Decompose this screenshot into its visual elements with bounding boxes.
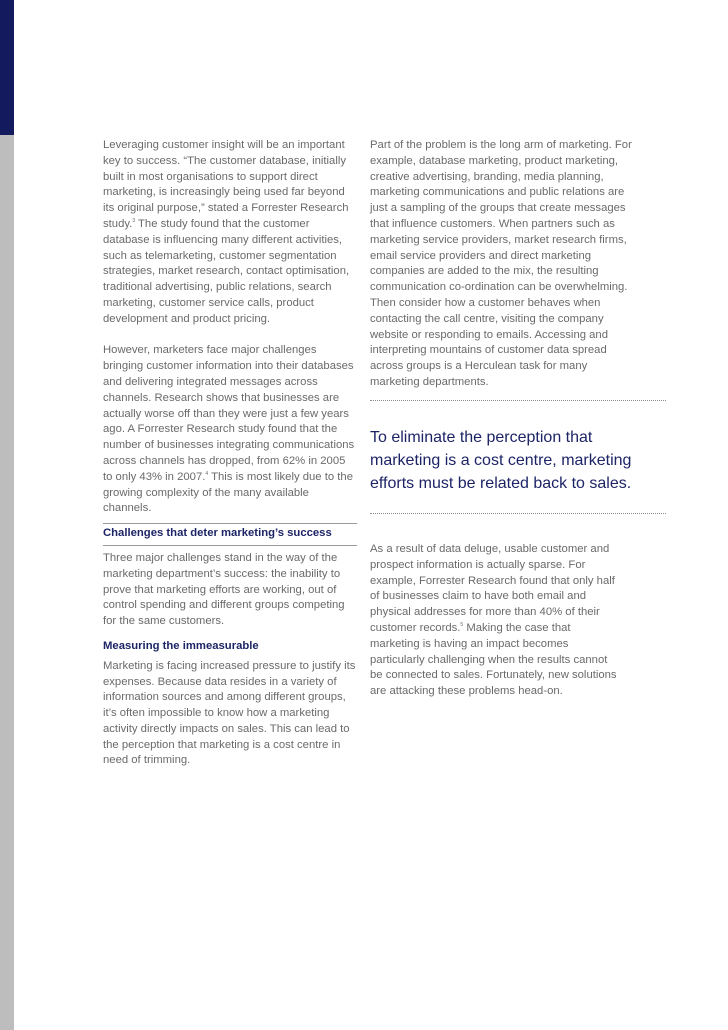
page-edge-bar [0, 0, 14, 1030]
paragraph: Three major challenges stand in the way of the marketing department’s success: the inability to prove that marketing efforts are working, out of control spending and different groups competing for the same customers. [103, 551, 345, 628]
right-column-lower [370, 542, 620, 700]
subsection-heading: Measuring the immeasurable [103, 639, 259, 652]
right-column [370, 138, 632, 391]
paragraph: However, marketers face major challenges bringing customer information into their databases and delivering integrated messages across channels. Research shows that businesses are actually worse off than they were just a few years ago. A Forrester Research study found that the number of businesses integrating communications across channels has dropped, from 62% in 2005 to only 43% in 2007.$^4$ This is most likely due to the growing complexity of the many available channels. [103, 344, 355, 515]
footnote-ref: 4 [205, 470, 209, 477]
page-edge-accent [0, 0, 14, 135]
pullquote-rule-top [370, 400, 666, 401]
paragraph: Leveraging customer insight will be an important key to success. “The customer database, initially built in most organisations to support direct marketing, is increasingly being used far beyond its original purpose,” stated a Forrester Research study.$^3$ The study found that the customer database is influencing many different activities, such as telemarketing, customer segmentation strategies, market research, contact optimisation, traditional advertising, public relations, search marketing, customer service calls, product development and product pricing. [103, 139, 350, 325]
pull-quote: To eliminate the perception that marketing is a cost centre, marketing efforts must be related back to sales. [370, 429, 632, 492]
pullquote-rule-bottom [370, 513, 666, 514]
footnote-ref: 5 [460, 622, 464, 629]
section-heading: Challenges that deter marketing’s success [103, 523, 357, 546]
footnote-ref: 3 [132, 218, 136, 225]
paragraph: Marketing is facing increased pressure to justify its expenses. Because data resides in a variety of information sources and among different groups, it’s often impossible to know how a marketing activity directly impacts on sales. This can lead to the perception that marketing is a cost centre in need of trimming. [103, 659, 356, 767]
paragraph: As a result of data deluge, usable customer and prospect information is actually sparse. For example, Forrester Research found that only half of businesses claim to have both email and physical addresses for more than 40% of their customer records.$^5$ Making the case that marketing is having an impact becomes particularly challenging when the results cannot be connected to sales. Fortunately, new solutions are attacking these problems head-on. [370, 543, 617, 698]
paragraph: Part of the problem is the long arm of marketing. For example, database marketing, product marketing, creative advertising, branding, media planning, marketing communications and public relations are just a sampling of the groups that create messages that influence customers. When partners such as marketing service providers, market research firms, email service providers and direct marketing companies are added to the mix, the resulting communication co-ordination can be overwhelming. Then consider how a customer behaves when contacting the call centre, visiting the company website or responding to emails. Accessing and interpreting mountains of customer data spread across groups is a Herculean task for many marketing departments. [370, 139, 632, 388]
left-column [103, 138, 357, 769]
